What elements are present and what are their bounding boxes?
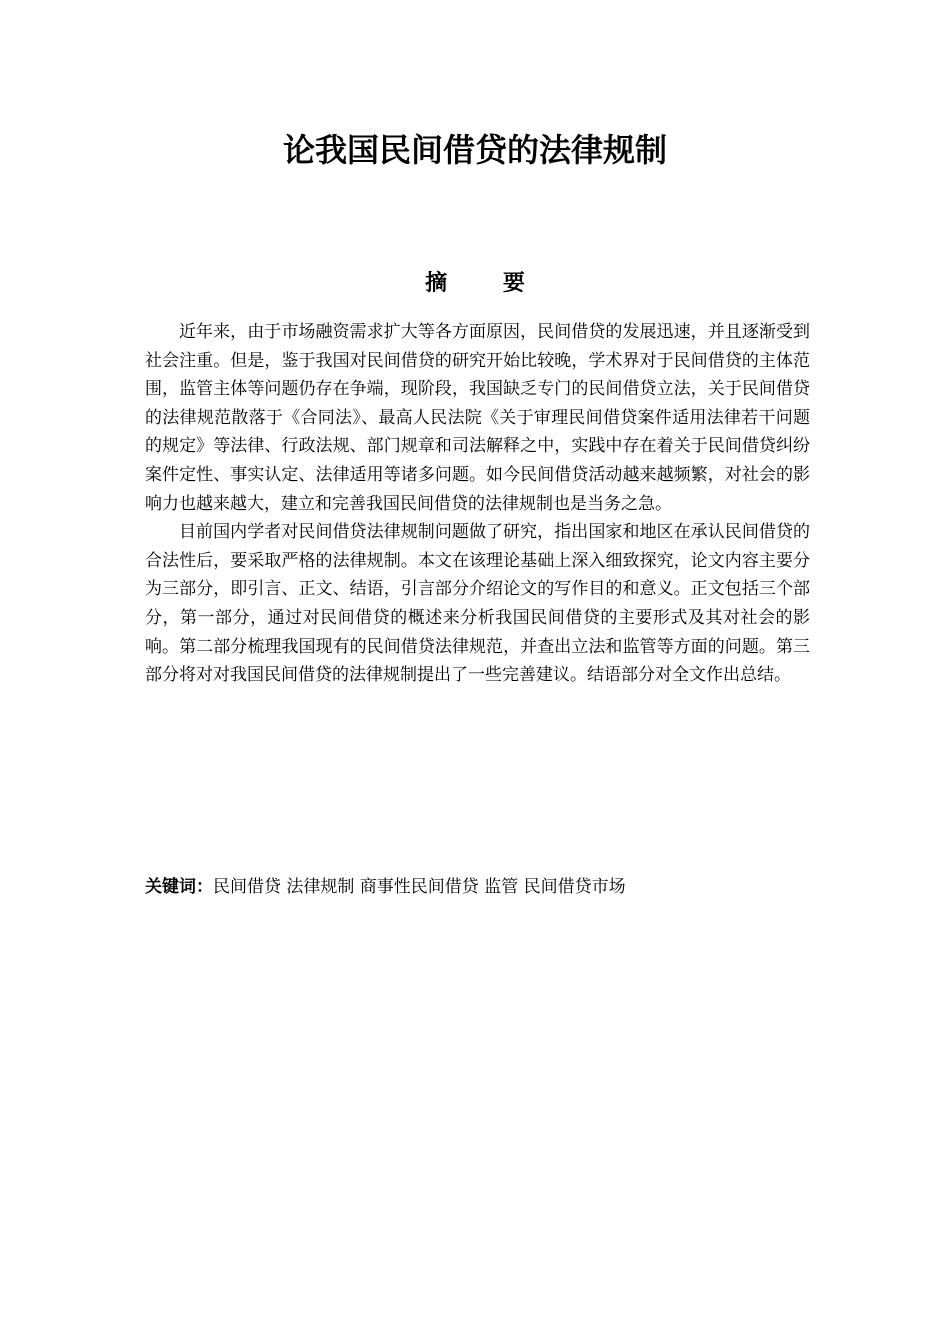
keywords-text: 民间借贷 法律规制 商事性民间借贷 监管 民间借贷市场 [213,877,626,897]
abstract-heading: 摘 要 [425,271,549,296]
abstract-body [145,318,810,690]
abstract-paragraph-1: 近年来，由于市场融资需求扩大等各方面原因，民间借贷的发展迅速，并且逐渐受到社会注重。但是，鉴于我国对民间借贷的研究开始比较晚，学术界对于民间借贷的主体范围，监管主体等问题仍存在争端，现阶段，我国缺乏专门的民间借贷立法，关于民间借贷的法律规范散落于《合同法》、最高人民法院《关于审理民间借贷案件适用法律若干问题的规定》等法律、行政法规、部门规章和司法解释之中，实践中存在着关于民间借贷纠纷案件定性、事实认定、法律适用等诸多问题。如今民间借贷活动越来越频繁，对社会的影响力也越来越大，建立和完善我国民间借贷的法律规制也是当务之急。 [145,322,810,514]
document-title: 论我国民间借贷的法律规制 [282,131,667,169]
keywords-label: 关键词： [145,877,213,897]
abstract-paragraph-2: 目前国内学者对民间借贷法律规制问题做了研究，指出国家和地区在承认民间借贷的合法性后，要采取严格的法律规制。本文在该理论基础上深入细致探究，论文内容主要分为三部分，即引言、正文、结语，引言部分介绍论文的写作目的和意义。正文包括三个部分，第一部分，通过对民间借贷的概述来分析我国民间借贷的主要形式及其对社会的影响。第二部分梳理我国现有的民间借贷法律规范，并查出立法和监管等方面的问题。第三部分将对对我国民间借贷的法律规制提出了一些完善建议。结语部分对全文作出总结。 [145,522,810,686]
keywords-line [145,873,810,901]
